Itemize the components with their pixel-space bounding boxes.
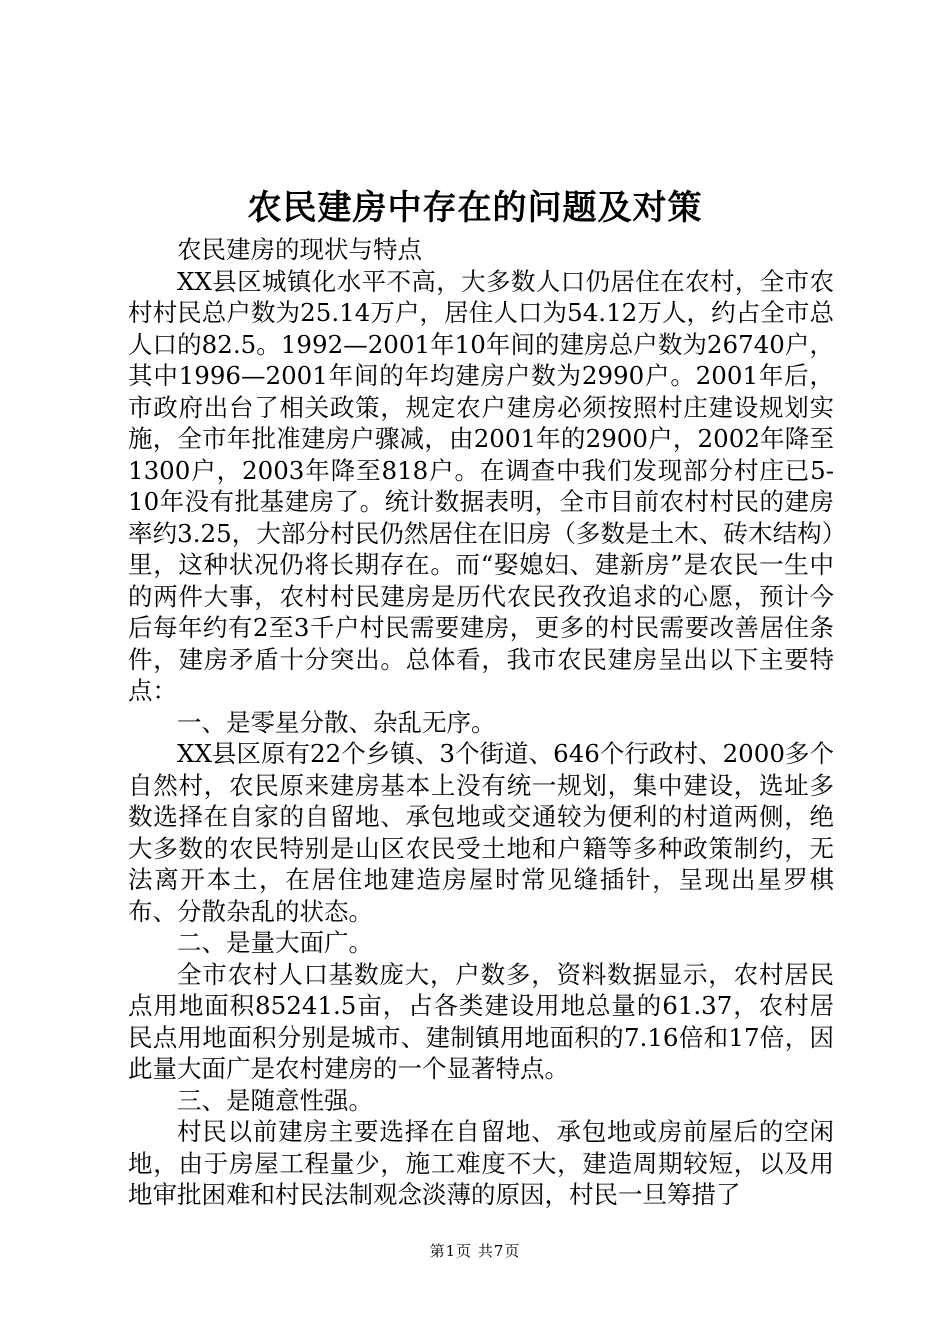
body-paragraph: 村民以前建房主要选择在自留地、承包地或房前屋后的空闲地，由于房屋工程量少，施工难度不大，建造周期较短，以及用地审批困难和村民法制观念淡薄的原因，村民一旦筹措了 <box>128 1117 834 1209</box>
document-title: 农民建房中存在的问题及对策 <box>247 188 703 228</box>
section-heading: 二、是量大面广。 <box>177 928 373 957</box>
body-paragraph: XX县区城镇化水平不高，大多数人口仍居住在农村，全市农村村民总户数为25.14万户，居住人口为54.12万人，约占全市总人口的82.5。1992—2001年10年间的建房总户数为26740户，其中1996—2001年间的年均建房户数为2990户。2001年后，市政府出台了相关政策，规定农户建房必须按照村庄建设规划实施，全市年批准建房户骤减，由2001年的2900户，2002年降至1300户，2003年降至818户。在调查中我们发现部分村庄已5-10年没有批基建房了。统计数据表明，全市目前农村村民的建房率约3.25，大部分村民仍然居住在旧房（多数是土木、砖木结构）里，这种状况仍将长期存在。而“娶媳妇、建新房”是农民一生中的两件大事，农村村民建房是历代农民孜孜追求的心愿，预计今后每年约有2至3千户村民需要建房，更多的村民需要改善居住条件，建房矛盾十分突出。总体看，我市农民建房呈出以下主要特点： <box>128 266 834 705</box>
section-heading: 一、是零星分散、杂乱无序。 <box>177 707 496 737</box>
body-paragraph: XX县区原有22个乡镇、3个街道、646个行政村、2000多个自然村，农民原来建房基本上没有统一规划，集中建设，选址多数选择在自家的自留地、承包地或交通较为便利的村道两侧，绝大多数的农民特别是山区农民受土地和户籍等多种政策制约，无法离开本土，在居住地建造房屋时常见缝插针，呈现出星罗棋布、分散杂乱的状态。 <box>128 739 834 926</box>
document-body <box>128 234 834 1211</box>
section-heading: 三、是随意性强。 <box>177 1085 373 1115</box>
body-paragraph: 全市农村人口基数庞大，户数多，资料数据显示，农村居民点用地面积85241.5亩，占各类建设用地总量的61.37，农村居民点用地面积分别是城市、建制镇用地面积的7.16倍和17倍，因此量大面广是农村建房的一个显著特点。 <box>128 959 834 1083</box>
section-heading: 农民建房的现状与特点 <box>177 235 422 264</box>
page-number: 第1页 共7页 <box>429 1242 521 1260</box>
